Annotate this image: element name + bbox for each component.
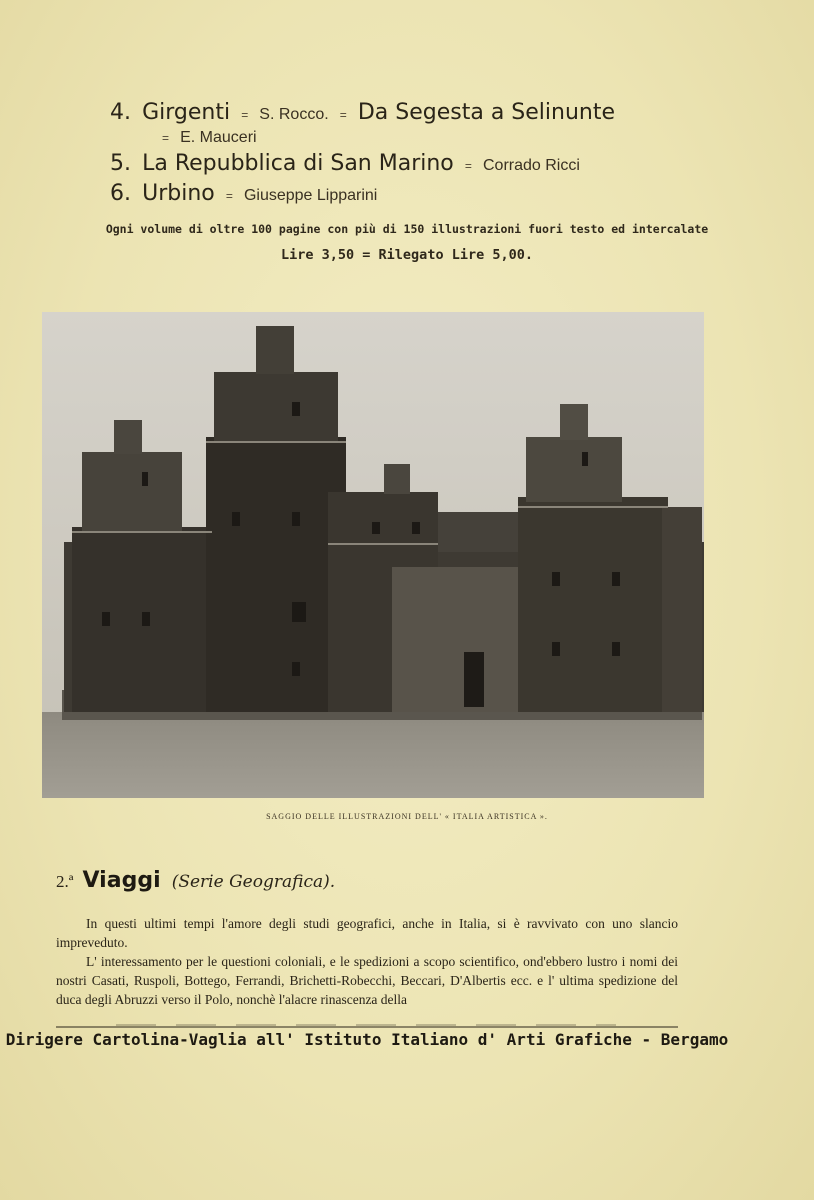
info-line: Ogni volume di oltre 100 pagine con più di 150 illustrazioni fuori testo ed intercalate bbox=[105, 222, 709, 236]
toc-entry-4-author2 bbox=[162, 127, 257, 147]
toc-entry-6 bbox=[110, 181, 377, 206]
separator: = bbox=[162, 130, 170, 145]
toc-author: E. Mauceri bbox=[180, 129, 257, 146]
toc-number: 6. bbox=[110, 181, 131, 206]
section-title: Viaggi bbox=[82, 868, 161, 893]
toc-author: Corrado Ricci bbox=[482, 157, 580, 174]
toc-title: La Repubblica di San Marino bbox=[142, 151, 454, 176]
toc-title: Girgenti bbox=[142, 100, 231, 125]
separator: = bbox=[225, 188, 233, 203]
separator: = bbox=[464, 158, 472, 173]
toc-number: 5. bbox=[110, 151, 131, 176]
section-heading bbox=[56, 868, 335, 893]
toc-title: Urbino bbox=[142, 181, 215, 206]
separator: = bbox=[339, 107, 347, 122]
footer-notice: Dirigere Cartolina-Vaglia all' Istituto Italiano d' Arti Grafiche - Bergamo bbox=[5, 1030, 729, 1049]
toc-entry-5 bbox=[110, 151, 580, 176]
toc-author: S. Rocco. bbox=[259, 106, 329, 123]
toc-entry-4 bbox=[110, 100, 615, 125]
toc-subtitle: Da Segesta a Selinunte bbox=[357, 100, 616, 125]
castle-photograph bbox=[42, 312, 704, 798]
toc-number: 4. bbox=[110, 100, 131, 125]
section-subtitle: (Serie Geografica). bbox=[171, 872, 336, 892]
section-body bbox=[56, 914, 678, 1009]
paragraph: L' interessamento per le questioni coloniali, e le spedizioni a scopo scientifico, ond'ebbero lustro i nomi dei nostri Casati, Ruspoli, Bottego, Ferrandi, Brichetti-Robecchi, Beccari, D'Albertis ecc. e l' ultima spedizione del duca degli Abruzzi verso il Polo, nonchè l'alacre rinascenza della bbox=[56, 954, 678, 1007]
photo-caption: SAGGIO DELLE ILLUSTRAZIONI DELL' « ITALIA ARTISTICA ». bbox=[266, 812, 548, 821]
separator: = bbox=[241, 107, 249, 122]
price-line: Lire 3,50 = Rilegato Lire 5,00. bbox=[281, 247, 533, 263]
paragraph: In questi ultimi tempi l'amore degli studi geografici, anche in Italia, si è ravvivato con uno slancio impreveduto. bbox=[56, 916, 678, 950]
toc-author: Giuseppe Lipparini bbox=[243, 187, 378, 204]
section-number: 2.ª bbox=[56, 872, 74, 891]
